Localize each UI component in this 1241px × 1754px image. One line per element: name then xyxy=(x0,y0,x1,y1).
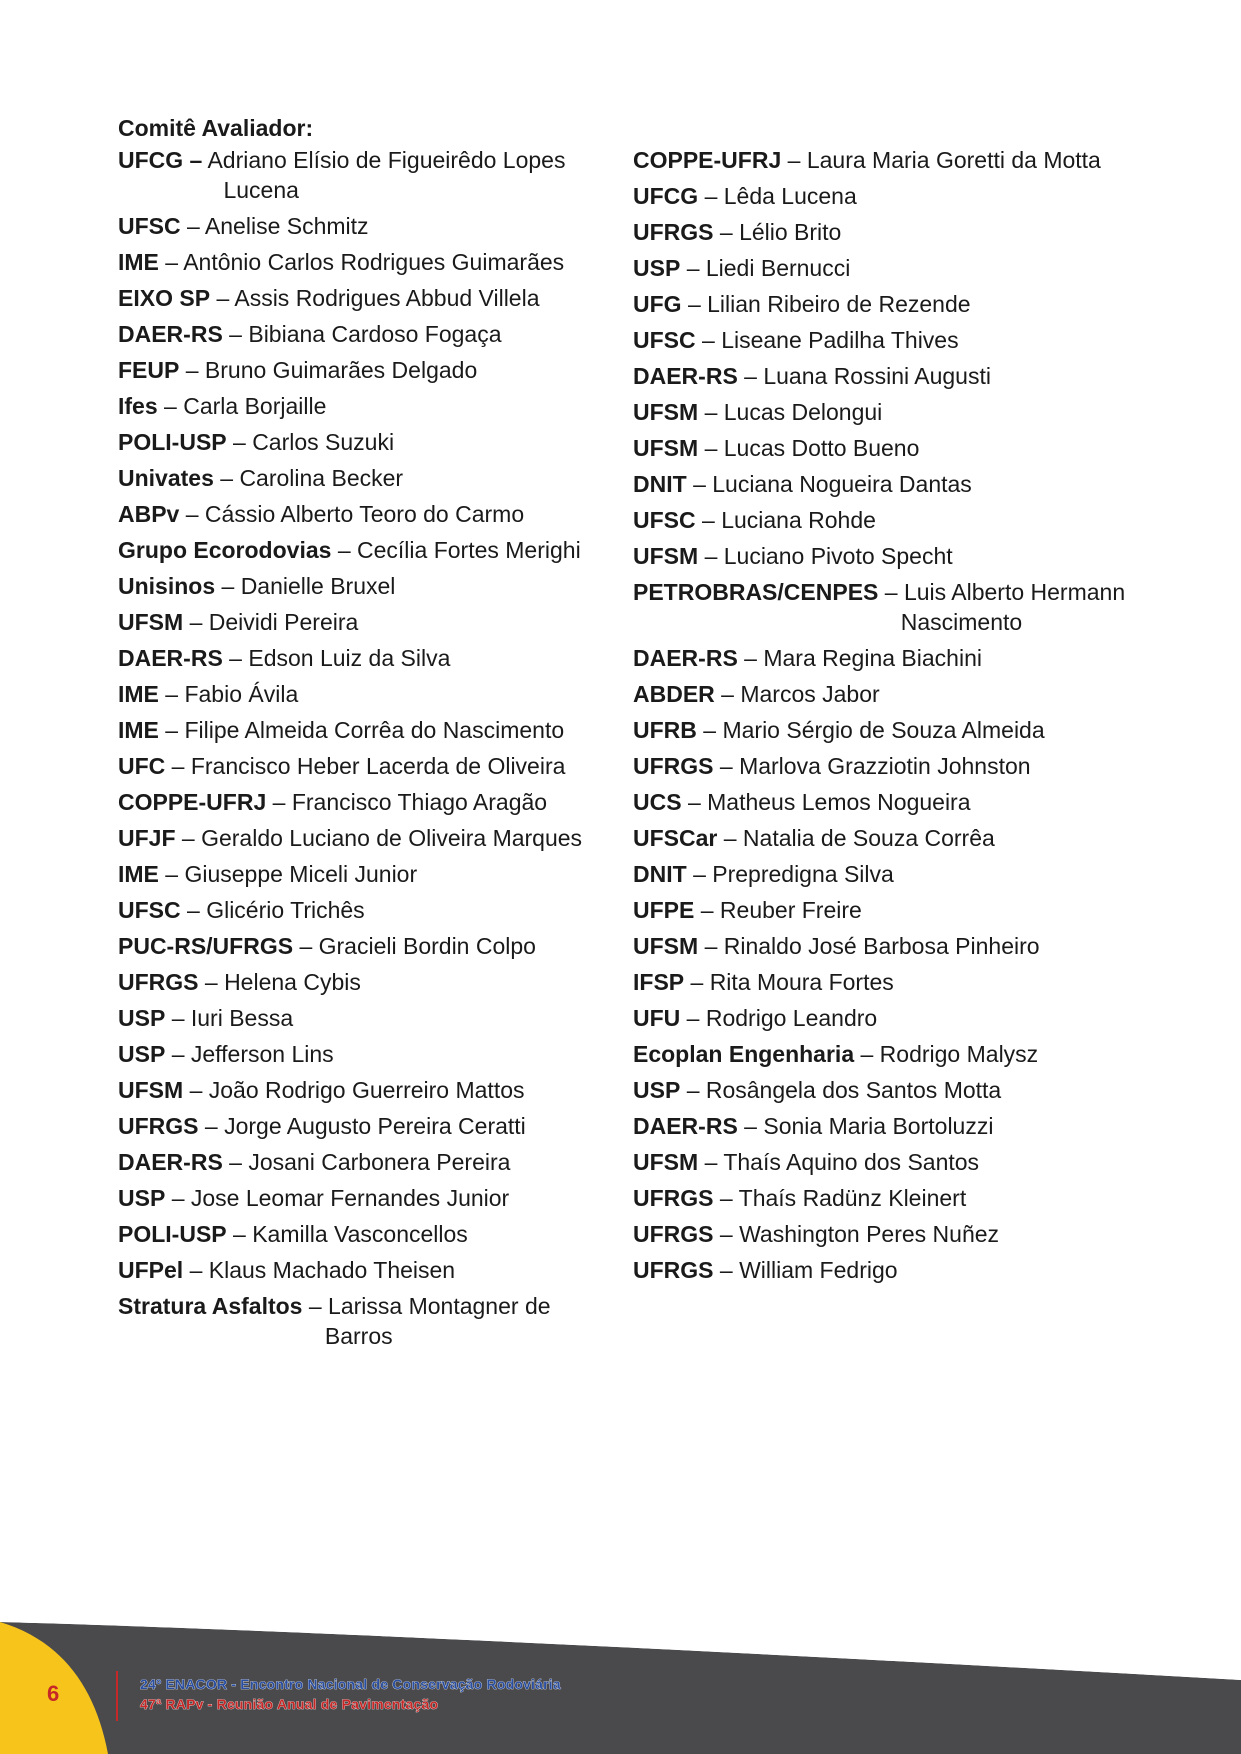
entry-person-name: – Kamilla Vasconcellos xyxy=(233,1221,468,1247)
entry-person-name: – Prepredigna Silva xyxy=(693,861,894,887)
entry-institution: IME xyxy=(118,717,159,743)
committee-entry xyxy=(118,499,628,529)
committee-entry xyxy=(633,469,1193,499)
entry-institution: UCS xyxy=(633,789,682,815)
committee-entry xyxy=(118,1147,628,1177)
entry-institution: UFRGS xyxy=(118,1113,199,1139)
footer-divider xyxy=(116,1671,118,1721)
left-column xyxy=(118,112,628,1357)
entry-person-name: – Francisco Thiago Aragão xyxy=(272,789,548,815)
entry-person-name: – Bruno Guimarães Delgado xyxy=(185,357,478,383)
entry-institution: DAER-RS xyxy=(118,645,223,671)
entry-institution: UFSC xyxy=(633,327,696,353)
entry-name-continuation: Lucena xyxy=(223,177,299,203)
entry-person-name: – Cássio Alberto Teoro do Carmo xyxy=(185,501,525,527)
committee-entry xyxy=(118,787,628,817)
entry-institution: UFC xyxy=(118,753,166,779)
entry-institution: Ifes xyxy=(118,393,158,419)
committee-entry xyxy=(118,1219,628,1249)
entry-institution: UFPE xyxy=(633,897,695,923)
entry-institution: UFG xyxy=(633,291,682,317)
entry-institution: COPPE-UFRJ xyxy=(118,789,267,815)
entry-person-name: – Klaus Machado Theisen xyxy=(189,1257,456,1283)
entry-institution: UFSM xyxy=(633,543,699,569)
committee-entry xyxy=(633,787,1193,817)
right-column xyxy=(633,145,1193,1291)
entry-person-name: – Josani Carbonera Pereira xyxy=(229,1149,511,1175)
entry-person-name: – Carla Borjaille xyxy=(164,393,327,419)
committee-entry xyxy=(633,859,1193,889)
entry-institution: Unisinos xyxy=(118,573,216,599)
committee-entry xyxy=(633,397,1193,427)
committee-entry xyxy=(633,931,1193,961)
entry-institution: IME xyxy=(118,861,159,887)
committee-entry xyxy=(633,145,1193,175)
entry-person-name: – Mara Regina Biachini xyxy=(744,645,982,671)
committee-entry xyxy=(118,679,628,709)
entry-institution: UFSC xyxy=(118,213,181,239)
committee-entry xyxy=(118,859,628,889)
committee-entry xyxy=(633,1039,1193,1069)
entry-institution: IFSP xyxy=(633,969,685,995)
entry-person-name: – Bibiana Cardoso Fogaça xyxy=(229,321,502,347)
entry-institution: UFSC xyxy=(633,507,696,533)
committee-entry xyxy=(118,571,628,601)
committee-entry xyxy=(633,181,1193,211)
entry-institution: UFPel xyxy=(118,1257,184,1283)
entry-person-name: – Jefferson Lins xyxy=(171,1041,334,1067)
entry-institution: Grupo Ecorodovias xyxy=(118,537,332,563)
committee-entry xyxy=(118,715,628,745)
committee-entry xyxy=(118,1111,628,1141)
entry-person-name: – Jose Leomar Fernandes Junior xyxy=(171,1185,510,1211)
committee-entry xyxy=(118,211,628,241)
entry-person-name: – Rodrigo Leandro xyxy=(686,1005,878,1031)
entry-person-name: – Glicério Trichês xyxy=(187,897,365,923)
committee-entry xyxy=(633,1075,1193,1105)
committee-entry xyxy=(633,217,1193,247)
committee-entry xyxy=(633,751,1193,781)
entry-institution: UFCG xyxy=(633,183,699,209)
entry-person-name: – Reuber Freire xyxy=(700,897,862,923)
entry-institution: UFSM xyxy=(118,609,184,635)
entry-person-name: – Thaís Radünz Kleinert xyxy=(719,1185,967,1211)
committee-entry xyxy=(118,1255,628,1285)
entry-person-name: – Helena Cybis xyxy=(204,969,361,995)
committee-entry xyxy=(633,325,1193,355)
committee-entry xyxy=(633,967,1193,997)
entry-institution: UFRGS xyxy=(633,219,714,245)
entry-person-name: – William Fedrigo xyxy=(719,1257,898,1283)
entry-institution: PETROBRAS/CENPES xyxy=(633,579,879,605)
entry-person-name: – Iuri Bessa xyxy=(171,1005,294,1031)
committee-entry xyxy=(633,253,1193,283)
committee-entry xyxy=(118,319,628,349)
committee-entry xyxy=(118,1003,628,1033)
committee-entry xyxy=(118,1291,628,1351)
entry-institution: USP xyxy=(633,255,681,281)
footer-event-rapv: 47ª RAPv - Reunião Anual de Pavimentação xyxy=(140,1696,439,1712)
committee-entry xyxy=(118,1039,628,1069)
entry-institution: USP xyxy=(633,1077,681,1103)
entry-person-name: – Carolina Becker xyxy=(220,465,404,491)
entry-person-name: – João Rodrigo Guerreiro Mattos xyxy=(189,1077,525,1103)
entry-person-name: – Fabio Ávila xyxy=(165,681,299,707)
entry-person-name: – Thaís Aquino dos Santos xyxy=(704,1149,980,1175)
entry-person-name: – Giuseppe Miceli Junior xyxy=(165,861,418,887)
entry-institution: USP xyxy=(118,1041,166,1067)
entry-person-name: – Laura Maria Goretti da Motta xyxy=(787,147,1101,173)
entry-institution: COPPE-UFRJ xyxy=(633,147,782,173)
committee-entry xyxy=(633,1147,1193,1177)
committee-entry xyxy=(118,1075,628,1105)
entry-institution: UFRGS xyxy=(633,753,714,779)
entry-institution: Univates xyxy=(118,465,214,491)
committee-entry xyxy=(633,505,1193,535)
entry-person-name: – Matheus Lemos Nogueira xyxy=(687,789,971,815)
entry-institution: DNIT xyxy=(633,471,687,497)
entry-person-name: – Cecília Fortes Merighi xyxy=(337,537,581,563)
entry-name-continuation: Nascimento xyxy=(900,609,1023,635)
committee-entry xyxy=(633,577,1193,637)
entry-person-name: – Luis Alberto Hermann xyxy=(884,579,1126,605)
entry-institution: UFSC xyxy=(118,897,181,923)
entry-person-name: – Lêda Lucena xyxy=(704,183,857,209)
entry-institution: UFSM xyxy=(118,1077,184,1103)
committee-entry xyxy=(633,541,1193,571)
entry-person-name: – Liseane Padilha Thives xyxy=(702,327,959,353)
committee-entry xyxy=(633,1255,1193,1285)
entry-person-name: – Anelise Schmitz xyxy=(187,213,369,239)
committee-entry xyxy=(633,823,1193,853)
entry-institution: UFCG – xyxy=(118,147,203,173)
committee-entry xyxy=(118,607,628,637)
entry-person-name: – Rodrigo Malysz xyxy=(860,1041,1039,1067)
committee-entry xyxy=(118,247,628,277)
entry-institution: DAER-RS xyxy=(118,321,223,347)
entry-institution: UFSCar xyxy=(633,825,718,851)
entry-institution: Ecoplan Engenharia xyxy=(633,1041,855,1067)
entry-person-name: – Lélio Brito xyxy=(719,219,842,245)
entry-institution: IME xyxy=(118,249,159,275)
entry-institution: UFSM xyxy=(633,399,699,425)
entry-institution: DNIT xyxy=(633,861,687,887)
committee-entry xyxy=(118,967,628,997)
entry-person-name: – Larissa Montagner de xyxy=(308,1293,551,1319)
entry-institution: USP xyxy=(118,1185,166,1211)
entry-institution: ABDER xyxy=(633,681,715,707)
committee-entry xyxy=(118,751,628,781)
committee-entry xyxy=(118,355,628,385)
entry-institution: ABPv xyxy=(118,501,180,527)
left-entry-list xyxy=(118,145,628,1351)
committee-entry xyxy=(118,823,628,853)
entry-person-name: – Sonia Maria Bortoluzzi xyxy=(744,1113,994,1139)
committee-entry xyxy=(633,1003,1193,1033)
entry-institution: UFJF xyxy=(118,825,176,851)
entry-institution: DAER-RS xyxy=(118,1149,223,1175)
entry-person-name: – Rita Moura Fortes xyxy=(690,969,894,995)
entry-person-name: – Geraldo Luciano de Oliveira Marques xyxy=(181,825,583,851)
entry-person-name: – Francisco Heber Lacerda de Oliveira xyxy=(171,753,566,779)
committee-entry xyxy=(118,535,628,565)
entry-person-name: – Luana Rossini Augusti xyxy=(744,363,991,389)
entry-person-name: – Lucas Delongui xyxy=(704,399,883,425)
entry-institution: DAER-RS xyxy=(633,645,738,671)
committee-entry xyxy=(118,1183,628,1213)
committee-entry xyxy=(633,643,1193,673)
entry-institution: PUC-RS/UFRGS xyxy=(118,933,294,959)
entry-person-name: – Edson Luiz da Silva xyxy=(229,645,451,671)
entry-person-name: – Assis Rodrigues Abbud Villela xyxy=(216,285,540,311)
entry-person-name: – Danielle Bruxel xyxy=(221,573,396,599)
committee-entry xyxy=(633,1183,1193,1213)
entry-name-continuation: Barros xyxy=(324,1323,393,1349)
committee-entry xyxy=(633,433,1193,463)
entry-person-name: – Liedi Bernucci xyxy=(686,255,851,281)
entry-institution: UFSM xyxy=(633,933,699,959)
committee-entry xyxy=(118,643,628,673)
entry-person-name: – Luciana Nogueira Dantas xyxy=(693,471,972,497)
entry-institution: Stratura Asfaltos xyxy=(118,1293,303,1319)
committee-entry xyxy=(633,289,1193,319)
entry-institution: POLI-USP xyxy=(118,429,227,455)
committee-entry xyxy=(118,895,628,925)
entry-institution: UFRGS xyxy=(633,1185,714,1211)
entry-institution: USP xyxy=(118,1005,166,1031)
entry-institution: UFRGS xyxy=(118,969,199,995)
entry-person-name: – Washington Peres Nuñez xyxy=(719,1221,1000,1247)
entry-institution: DAER-RS xyxy=(633,1113,738,1139)
entry-person-name: Adriano Elísio de Figueirêdo Lopes xyxy=(207,147,566,173)
entry-institution: DAER-RS xyxy=(633,363,738,389)
entry-person-name: – Rinaldo José Barbosa Pinheiro xyxy=(704,933,1040,959)
committee-entry xyxy=(118,427,628,457)
entry-institution: FEUP xyxy=(118,357,180,383)
entry-person-name: – Natalia de Souza Corrêa xyxy=(723,825,995,851)
committee-heading: Comitê Avaliador: xyxy=(118,115,314,141)
entry-person-name: – Antônio Carlos Rodrigues Guimarães xyxy=(165,249,565,275)
committee-entry xyxy=(633,895,1193,925)
entry-institution: UFSM xyxy=(633,1149,699,1175)
entry-person-name: – Rosângela dos Santos Motta xyxy=(686,1077,1002,1103)
entry-institution: UFRB xyxy=(633,717,697,743)
committee-entry xyxy=(118,463,628,493)
entry-person-name: – Lilian Ribeiro de Rezende xyxy=(687,291,971,317)
entry-person-name: – Deividi Pereira xyxy=(189,609,359,635)
entry-person-name: – Marcos Jabor xyxy=(721,681,880,707)
committee-entry xyxy=(633,1111,1193,1141)
entry-person-name: – Luciana Rohde xyxy=(702,507,876,533)
committee-entry xyxy=(118,283,628,313)
committee-entry xyxy=(118,391,628,421)
committee-entry xyxy=(633,361,1193,391)
entry-institution: UFRGS xyxy=(633,1221,714,1247)
page-number: 6 xyxy=(47,1681,60,1706)
committee-entry xyxy=(118,145,628,205)
entry-person-name: – Gracieli Bordin Colpo xyxy=(299,933,536,959)
entry-institution: UFRGS xyxy=(633,1257,714,1283)
footer-event-enacor: 24º ENACOR - Encontro Nacional de Conservação Rodoviária xyxy=(140,1676,561,1692)
entry-person-name: – Marlova Grazziotin Johnston xyxy=(719,753,1031,779)
entry-person-name: – Mario Sérgio de Souza Almeida xyxy=(703,717,1045,743)
entry-person-name: – Carlos Suzuki xyxy=(233,429,395,455)
entry-person-name: – Filipe Almeida Corrêa do Nascimento xyxy=(165,717,565,743)
entry-institution: IME xyxy=(118,681,159,707)
entry-institution: POLI-USP xyxy=(118,1221,227,1247)
entry-institution: UFSM xyxy=(633,435,699,461)
committee-entry xyxy=(633,715,1193,745)
entry-person-name: – Luciano Pivoto Specht xyxy=(704,543,953,569)
committee-entry xyxy=(118,931,628,961)
entry-institution: UFU xyxy=(633,1005,681,1031)
entry-institution: EIXO SP xyxy=(118,285,211,311)
entry-person-name: – Jorge Augusto Pereira Ceratti xyxy=(204,1113,526,1139)
committee-entry xyxy=(633,1219,1193,1249)
committee-entry xyxy=(633,679,1193,709)
right-entry-list xyxy=(633,145,1193,1285)
entry-person-name: – Lucas Dotto Bueno xyxy=(704,435,920,461)
